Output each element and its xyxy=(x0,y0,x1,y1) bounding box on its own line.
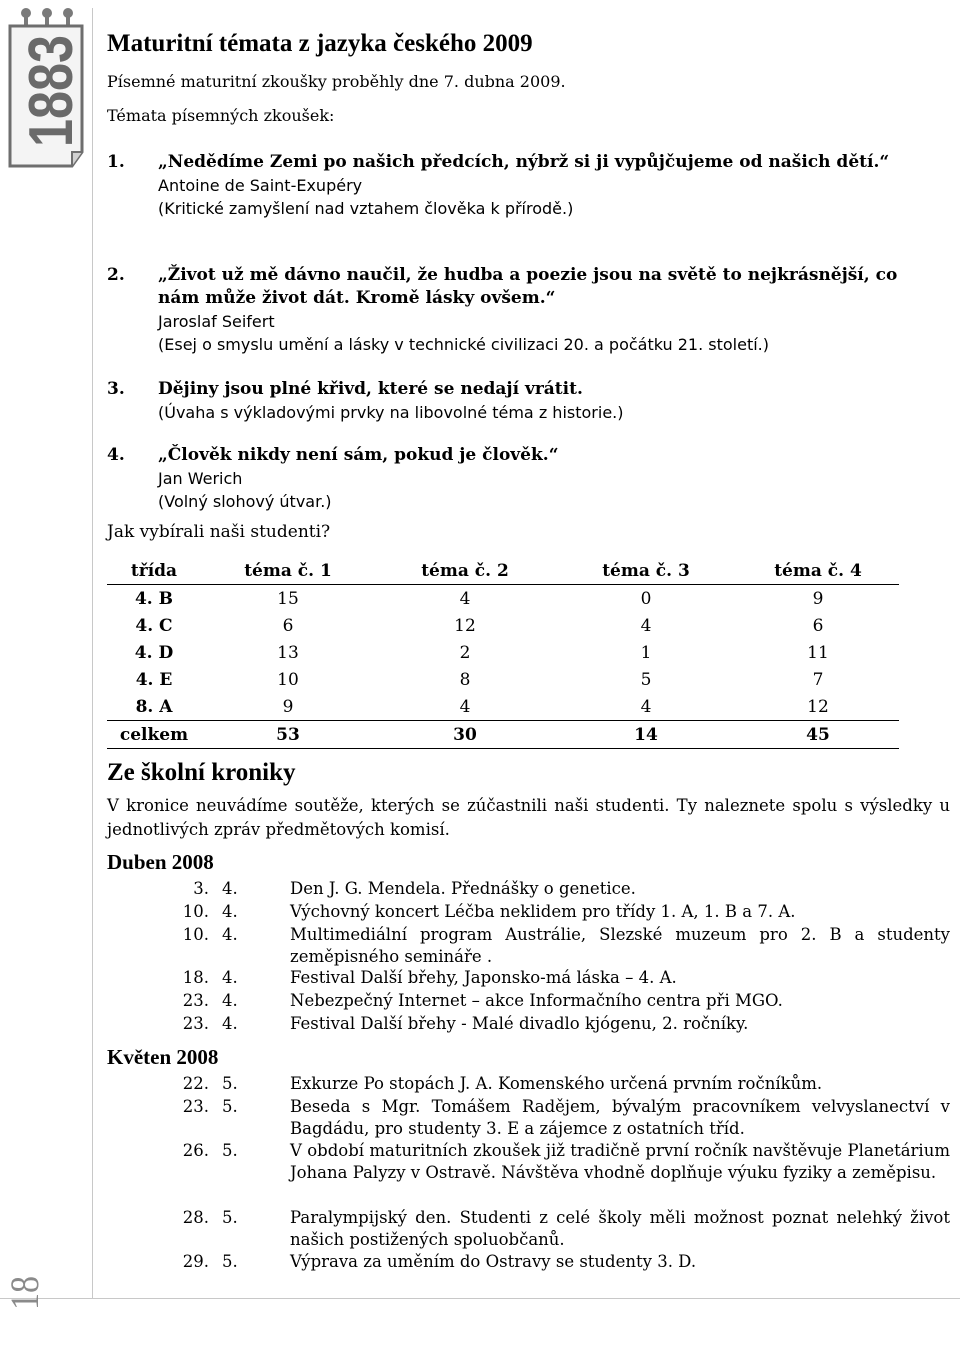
event-month: 4. xyxy=(222,1014,238,1033)
event-text: Festival Další břehy, Japonsko-má láska – 4. A. xyxy=(290,968,677,987)
event-text: Festival Další břehy - Malé divadlo kjógenu, 2. ročníky. xyxy=(290,1014,749,1033)
event-day: 28. xyxy=(182,1208,209,1227)
event-month: 5. xyxy=(222,1074,238,1093)
logo-text: 1883 xyxy=(17,9,86,147)
topic-number: 3. xyxy=(107,379,125,399)
table-cell: 1 xyxy=(640,642,652,663)
table-cell: 12 xyxy=(454,615,476,636)
event-day: 10. xyxy=(182,925,209,944)
event-day: 3. xyxy=(193,879,209,898)
event-day: 22. xyxy=(182,1074,209,1093)
topic-quote: „Nedědíme Zemi po našich předcích, nýbrž si ji vypůjčujeme od našich dětí.“ xyxy=(158,152,890,172)
topic-quote: Dějiny jsou plné křivd, které se nedají vrátit. xyxy=(158,379,583,399)
event-day: 26. xyxy=(182,1141,209,1160)
table-cell: 7 xyxy=(812,669,824,690)
table-cell: 4 xyxy=(459,588,471,609)
event-month: 4. xyxy=(222,879,238,898)
table-cell: 10 xyxy=(277,669,299,690)
event-text: Exkurze Po stopách J. A. Komenského určená prvním ročníkům. xyxy=(290,1074,823,1093)
event-text: Výchovný koncert Léčba neklidem pro třídy 1. A, 1. B a 7. A. xyxy=(290,902,796,921)
svg-text:18: 18 xyxy=(2,1270,47,1310)
table-cell: 4. B xyxy=(134,588,174,609)
table-cell: 0 xyxy=(640,588,652,609)
event-month: 5. xyxy=(222,1097,238,1116)
table-header: téma č. 3 xyxy=(555,557,737,585)
event-text: Multimediální program Austrálie, Slezské muzeum pro 2. B a studenty zeměpisného semináře . xyxy=(290,925,950,966)
table-header: téma č. 1 xyxy=(201,557,375,585)
results-question: Jak vybírali naši studenti? xyxy=(107,522,331,542)
table-cell: 15 xyxy=(277,588,299,609)
table-row xyxy=(107,639,899,666)
table-cell: 5 xyxy=(640,669,652,690)
table-cell: celkem xyxy=(107,721,201,749)
table-cell: 6 xyxy=(812,615,824,636)
table-cell: 4 xyxy=(459,696,471,717)
event-day: 10. xyxy=(182,902,209,921)
table-cell: 2 xyxy=(459,642,471,663)
table-cell: 4 xyxy=(640,696,652,717)
table-cell: 4. D xyxy=(134,642,174,663)
topic-author: Jaroslaf Seifert xyxy=(158,312,275,331)
table-row xyxy=(107,612,899,639)
topic-note: (Kritické zamyšlení nad vztahem člověka k přírodě.) xyxy=(158,199,574,218)
event-month: 4. xyxy=(222,925,238,944)
table-row xyxy=(107,693,899,721)
event-month: 4. xyxy=(222,902,238,921)
exam-date-text: Písemné maturitní zkoušky proběhly dne 7. dubna 2009. xyxy=(107,72,566,91)
table-cell: 9 xyxy=(812,588,824,609)
topic-note: (Esej o smyslu umění a lásky v technické civilizaci 20. a počátku 21. století.) xyxy=(158,335,770,354)
event-text: Beseda s Mgr. Tomášem Radějem, bývalým pracovníkem velvyslanectví v Bagdádu, pro studenty 3. E a zájemce z ostatních tříd. xyxy=(290,1097,950,1138)
event-month: 4. xyxy=(222,991,238,1010)
topic-author: Antoine de Saint-Exupéry xyxy=(158,176,363,195)
event-day: 23. xyxy=(182,1014,209,1033)
topics-heading: Témata písemných zkoušek: xyxy=(107,106,335,125)
event-month: 5. xyxy=(222,1208,238,1227)
page-number xyxy=(2,1270,47,1346)
event-month: 5. xyxy=(222,1252,238,1271)
footer-divider xyxy=(0,1298,960,1299)
table-header: téma č. 4 xyxy=(737,557,899,585)
topic-note: (Volný slohový útvar.) xyxy=(158,492,332,511)
month-heading: Květen 2008 xyxy=(107,1045,219,1069)
calendar-logo xyxy=(2,2,88,172)
topic-note: (Úvaha s výkladovými prvky na libovolné téma z historie.) xyxy=(158,403,624,422)
event-text: V období maturitních zkoušek již tradičně první ročník navštěvuje Planetárium Johana Palyzy v Ostravě. Návštěva vhodně doplňuje výuku fyziky a zeměpisu. xyxy=(290,1141,950,1182)
table-cell: 53 xyxy=(201,721,375,749)
topic-quote: „Člověk nikdy není sám, pokud je člověk.“ xyxy=(158,445,559,465)
event-day: 18. xyxy=(182,968,209,987)
event-text: Paralympijský den. Studenti z celé školy měli možnost poznat nelehký život našich postižených spoluobčanů. xyxy=(290,1208,950,1249)
event-month: 4. xyxy=(222,968,238,987)
table-row xyxy=(107,585,899,613)
table-cell: 8. A xyxy=(135,696,173,717)
table-header-row xyxy=(107,557,899,585)
event-day: 23. xyxy=(182,991,209,1010)
table-cell: 30 xyxy=(375,721,555,749)
topic-quote: „Život už mě dávno naučil, že hudba a poezie jsou na světě to nejkrásnější, co nám může život dát. Kromě lásky ovšem.“ xyxy=(158,265,898,308)
table-cell: 4. C xyxy=(135,615,173,636)
table-cell: 8 xyxy=(459,669,471,690)
table-row xyxy=(107,666,899,693)
month-heading: Duben 2008 xyxy=(107,850,214,874)
event-day: 29. xyxy=(182,1252,209,1271)
table-header: třída xyxy=(107,557,201,585)
table-header: téma č. 2 xyxy=(375,557,555,585)
topic-choice-table xyxy=(107,557,899,749)
topic-number: 2. xyxy=(107,265,125,285)
chronicle-intro: V kronice neuvádíme soutěže, kterých se zúčastnili naši studenti. Ty naleznete spolu s výsledky u jednotlivých zpráv předmětových komisí. xyxy=(107,796,950,839)
table-cell: 14 xyxy=(555,721,737,749)
table-cell: 12 xyxy=(807,696,829,717)
chronicle-title: Ze školní kroniky xyxy=(107,759,296,786)
event-text: Výprava za uměním do Ostravy se studenty 3. D. xyxy=(290,1252,697,1271)
page-title: Maturitní témata z jazyka českého 2009 xyxy=(107,30,533,57)
table-cell: 45 xyxy=(737,721,899,749)
table-cell: 4. E xyxy=(135,669,173,690)
table-cell: 13 xyxy=(277,642,299,663)
table-cell: 4 xyxy=(640,615,652,636)
table-total-row xyxy=(107,721,899,749)
event-text: Den J. G. Mendela. Přednášky o genetice. xyxy=(290,879,636,898)
table-cell: 9 xyxy=(282,696,294,717)
topic-number: 1. xyxy=(107,152,125,172)
table-cell: 6 xyxy=(282,615,294,636)
topic-author: Jan Werich xyxy=(158,469,243,488)
table-cell: 11 xyxy=(807,642,829,663)
event-text: Nebezpečný Internet – akce Informačního centra při MGO. xyxy=(290,991,783,1010)
event-month: 5. xyxy=(222,1141,238,1160)
event-day: 23. xyxy=(182,1097,209,1116)
sidebar-divider xyxy=(92,8,93,1298)
topic-number: 4. xyxy=(107,445,125,465)
